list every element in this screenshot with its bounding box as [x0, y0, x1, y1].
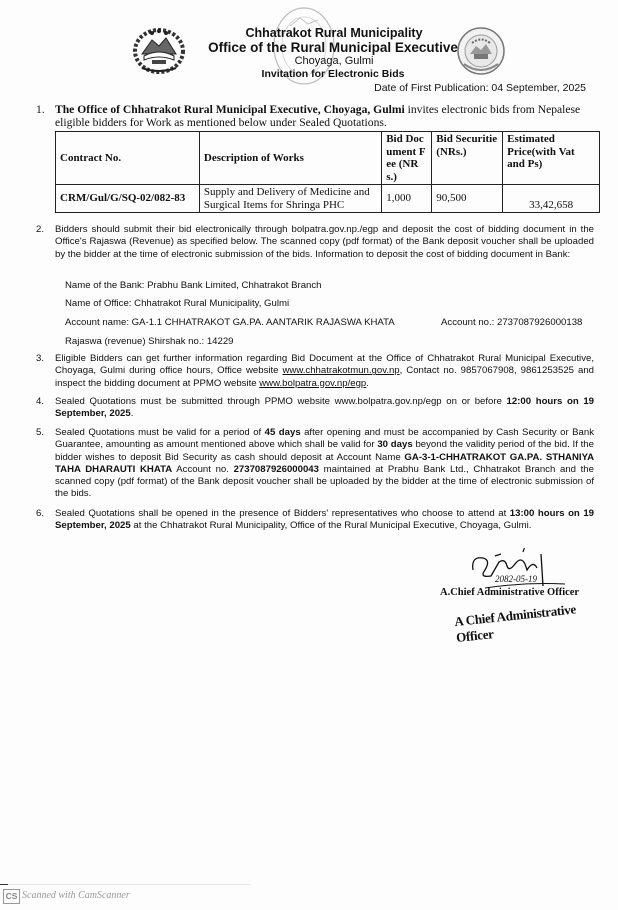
- camscanner-logo-icon: CS: [3, 889, 20, 904]
- signatory-title: A.Chief Administrative Officer: [440, 587, 580, 598]
- office-location: Choyaga, Gulmi: [294, 55, 374, 67]
- clause-3-contact: , Contact no. 9857067908, 9861253525 and inspect the bidding document at PPMO website: [55, 365, 594, 389]
- clause-number: 6.: [36, 508, 45, 519]
- clause-5: [36, 427, 594, 501]
- notice-header: [0, 26, 618, 80]
- account-name: Account name: GA-1.1 CHHATRAKOT GA.PA. AANTARIK RAJASWA KHATA: [65, 317, 395, 328]
- notice-title: Invitation for Electronic Bids: [261, 68, 405, 80]
- deposit-account-number: 2737087926000043: [233, 463, 319, 475]
- revenue-shirshak: Rajaswa (revenue) Shirshak no.: 14229: [65, 336, 234, 347]
- signatory-stamp: A Chief Administrative Officer: [453, 601, 577, 646]
- clause-number: 3.: [36, 353, 45, 364]
- security-validity: 30 days: [377, 439, 413, 451]
- clause-number: 4.: [36, 396, 45, 407]
- clause-number: 2.: [36, 224, 45, 235]
- signature-date: 2082-05-19: [495, 574, 537, 584]
- clause-5-text-d: Account no.: [172, 463, 234, 475]
- col-doc-fee: Bid Document Fee (NRs.): [382, 132, 432, 185]
- cell-estimated-price: 33,42,658: [503, 185, 600, 213]
- clause-2-text: Bidders should submit their bid electronically through bolpatra.gov.np./egp and deposit the cost of bidding document in the Office's Rajaswa (Revenue) as specified below. The scanned copy (pdf format) of the Bank deposit voucher shall be uploaded by the bidder at the time of electronic submission of the bids. Information to deposit the cost of bidding document in Bank:: [55, 224, 594, 260]
- camscanner-watermark: Scanned with CamScanner: [22, 890, 130, 901]
- clause-5-text-c: beyond the validity period of the bid. If the bidder wishes to deposit Bid Security as cash should deposit at Account Name: [55, 439, 594, 463]
- cell-doc-fee: 1,000: [382, 185, 432, 213]
- col-security: Bid Securitie (NRs.): [432, 132, 503, 185]
- clause-4: [36, 396, 594, 421]
- publication-date: Date of First Publication: 04 September, 2025: [374, 82, 586, 94]
- clause-2: [36, 224, 594, 261]
- clause-number: 1.: [36, 103, 45, 116]
- validity-period: 45 days: [264, 427, 301, 438]
- clause-3: [36, 353, 594, 390]
- account-number: Account no.: 2737087926000138: [441, 317, 583, 328]
- clause-6-text-b: at the Chhatrakot Rural Municipality, Office of the Rural Municipal Executive, Choyaga, Gulmi.: [130, 520, 532, 532]
- clause-1: [36, 103, 594, 129]
- clause-4-end: .: [130, 408, 134, 420]
- table-row: [56, 185, 600, 213]
- deposit-account-name: GA-3-1-CHHATRAKOT GA.PA. STHANIYA TAHA DHARAUTI KHATA: [55, 451, 595, 475]
- table-header-row: [56, 132, 600, 185]
- clause-5-text-a: Sealed Quotations must be valid for a period of: [55, 427, 265, 438]
- clause-6: [36, 508, 594, 533]
- clause-number: 5.: [36, 427, 45, 438]
- opening-time: 13:00 hours on 19 September, 2025: [55, 508, 594, 532]
- cell-security: 90,500: [432, 185, 503, 213]
- scan-edge: [0, 884, 250, 885]
- ppmo-website-link[interactable]: www.bolpatra.gov.np/egp: [259, 377, 367, 389]
- office-name-detail: Name of Office: Chhatrakot Rural Municipality, Gulmi: [65, 298, 290, 309]
- clause-3-end: .: [366, 377, 369, 389]
- col-estimated-price: Estimated Price(with Vat and Ps): [503, 132, 600, 185]
- submission-deadline: 12:00 hours on 19 September, 2025: [55, 396, 594, 420]
- clause-3-text: Eligible Bidders can get further information regarding Bid Document at the Office of Chhatrakot Rural Municipal Executive, Choyaga, Gulmi during office hours, Office website: [55, 353, 594, 377]
- bank-name: Name of the Bank: Prabhu Bank Limited, Chhatrakot Branch: [65, 280, 322, 291]
- cell-description: Supply and Delivery of Medicine and Surgical Items for Shringa PHC: [199, 185, 381, 213]
- col-description: Description of Works: [199, 132, 381, 185]
- municipality-website-link[interactable]: www.chhatrakotmun.gov.np: [282, 365, 400, 377]
- cell-contract-no: CRM/Gul/G/SQ-02/082-83: [56, 185, 200, 213]
- bids-table: [55, 131, 600, 213]
- clause-5-text-b: after opening and must be accompanied by Cash Security or Bank Guarantee, amounting as amount mentioned above which shall be valid for: [55, 427, 594, 451]
- municipality-name: Chhatrakot Rural Municipality: [245, 26, 423, 40]
- col-contract-no: Contract No.: [56, 132, 200, 185]
- office-name: Office of the Rural Municipal Executive: [208, 40, 458, 55]
- clause-1-text: invites electronic bids from Nepalese eligible bidders for Work as mentioned below under Sealed Quotations.: [55, 103, 581, 129]
- clause-1-office: The Office of Chhatrakot Rural Municipal Executive, Choyaga, Gulmi: [55, 103, 405, 116]
- clause-5-text-e: maintained at Prabhu Bank Ltd., Chhatrakot Branch and the scanned copy (pdf format) of the Bank deposit voucher shall be uploaded by the bidder at the time of electronic submission of the bids.: [55, 463, 594, 500]
- clause-4-text: Sealed Quotations must be submitted through PPMO website www.bolpatra.gov.np/egp on or before: [55, 396, 507, 407]
- clause-6-text-a: Sealed Quotations shall be opened in the presence of Bidders' representatives who choose to attend at: [55, 508, 510, 519]
